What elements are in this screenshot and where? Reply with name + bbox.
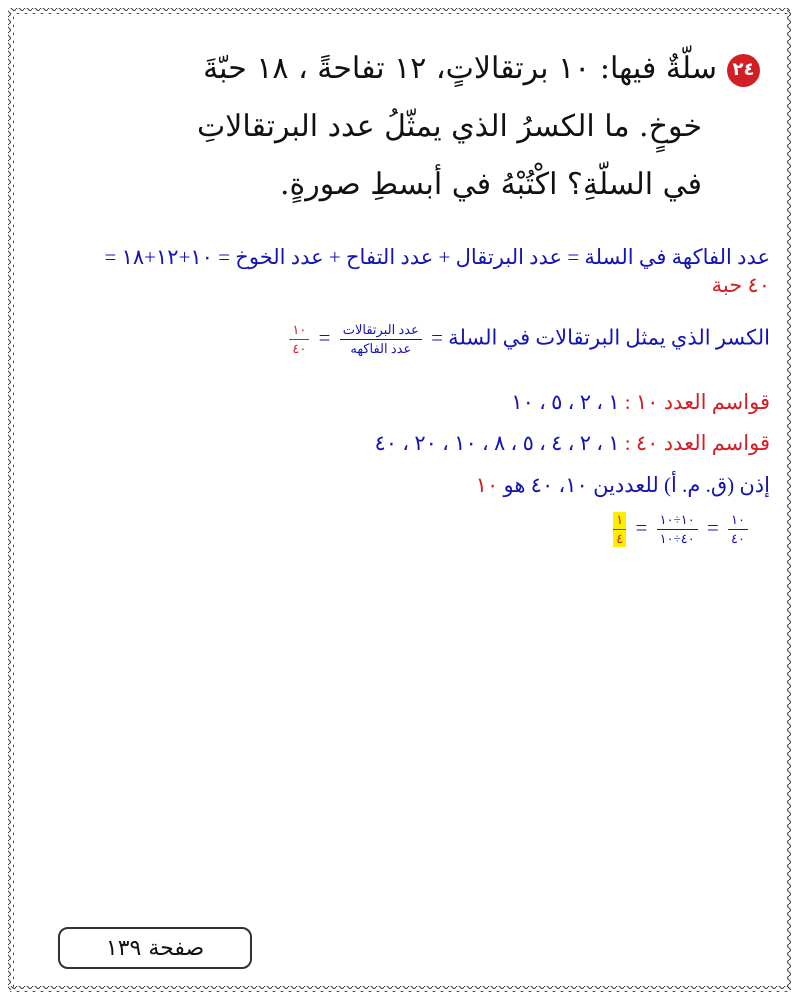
problem-number-badge: ٢٤ <box>727 54 760 87</box>
word-fraction: $\frac{\text{عدد البرتقالات}}{\text{عدد الفاكهه}}$ <box>340 322 422 357</box>
value-fraction: $\frac{١٠}{٤٠}$ <box>289 322 309 357</box>
gcf-line: إذن (ق. م. أ) للعددين ١٠، ٤٠ هو ١٠ <box>475 473 770 497</box>
factors-40-line: قواسم العدد ٤٠ : ١ ، ٢ ، ٤ ، ٥ ، ٨ ، ١٠ ، ٢٠ ، ٤٠ <box>374 431 770 455</box>
fruit-total-result: ٤٠ حبة <box>711 273 770 297</box>
fruit-total-line: عدد الفاكهة في السلة = عدد البرتقال + عدد التفاح + عدد الخوخ = ١٠+١٢+١٨ = <box>104 245 770 269</box>
problem-line-2: خوخٍ. ما الكسرُ الذي يمثّلُ عدد البرتقالاتِ <box>196 109 702 144</box>
original-fraction: $\frac{١٠}{٤٠}$ <box>728 512 748 547</box>
division-fraction: $\frac{١٠\div ١٠}{٤٠\div ١٠}$ <box>657 512 698 547</box>
result-fraction: $\frac{١}{٤}$ <box>613 512 626 547</box>
page-number-box <box>58 927 252 969</box>
page-number-label: صفحة ١٣٩ <box>105 935 205 961</box>
factors-10-line: قواسم العدد ١٠ : ١ ، ٢ ، ٥ ، ١٠ <box>511 390 770 414</box>
simplify-line: $\frac{١}{٤}$ = $\frac{١٠\div ١٠}{٤٠\div ١٠}$ = $\frac{١٠}{٤٠}$ <box>7 512 752 547</box>
problem-line-3: في السلّةِ؟ اكْتُبْهُ في أبسطِ صورةٍ. <box>280 167 702 202</box>
fraction-definition-line: الكسر الذي يمثل البرتقالات في السلة = $\frac{\text{عدد البرتقالات}}{\text{عدد الفاكهه}}$ = $\frac{١٠}{٤٠}$ <box>25 322 770 357</box>
problem-line-1: ٢٤سلّةٌ فيها: ١٠ برتقالاتٍ، ١٢ تفاحةً ، ١٨ حبّةَ <box>60 40 760 98</box>
problem-statement <box>60 40 760 214</box>
